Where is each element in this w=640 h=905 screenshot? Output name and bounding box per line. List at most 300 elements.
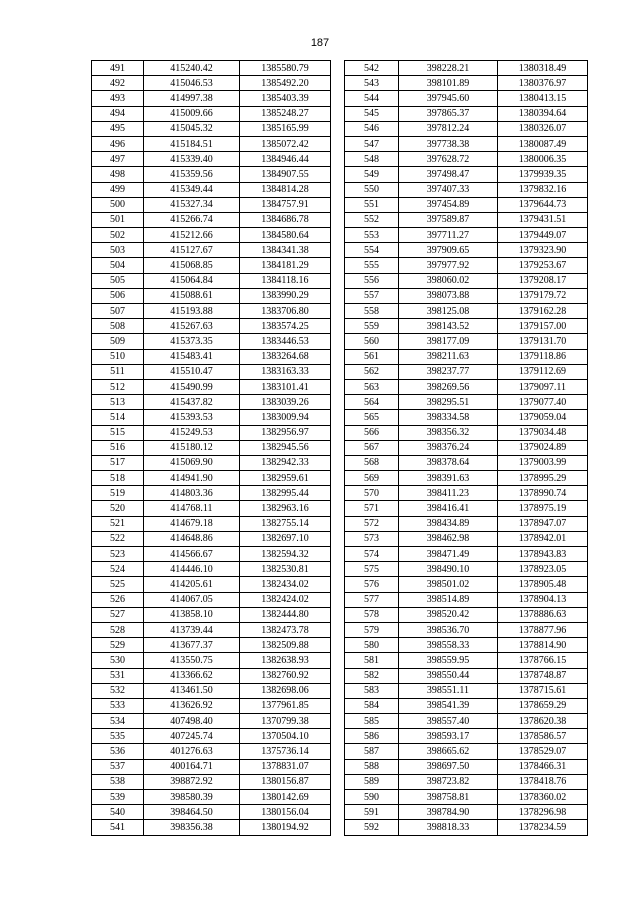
table-row — [92, 167, 331, 182]
point-number-cell: 591 — [345, 805, 399, 820]
y-coordinate-cell: 1378831.07 — [240, 759, 331, 774]
x-coordinate-cell: 400164.71 — [144, 759, 240, 774]
x-coordinate-cell: 415068.85 — [144, 258, 240, 273]
x-coordinate-cell: 397738.38 — [399, 136, 498, 151]
table-row — [92, 76, 331, 91]
y-coordinate-cell: 1378990.74 — [498, 486, 588, 501]
point-number-cell: 502 — [92, 228, 144, 243]
point-number-cell: 560 — [345, 334, 399, 349]
x-coordinate-cell: 415373.35 — [144, 334, 240, 349]
y-coordinate-cell: 1380087.49 — [498, 136, 588, 151]
point-number-cell: 535 — [92, 729, 144, 744]
x-coordinate-cell: 398697.50 — [399, 759, 498, 774]
table-row — [345, 622, 588, 637]
x-coordinate-cell: 401276.63 — [144, 744, 240, 759]
table-row — [92, 212, 331, 227]
table-row — [345, 683, 588, 698]
table-row — [92, 622, 331, 637]
table-row — [92, 319, 331, 334]
table-row — [345, 304, 588, 319]
table-row — [345, 197, 588, 212]
y-coordinate-cell: 1382434.02 — [240, 577, 331, 592]
table-row — [92, 304, 331, 319]
point-number-cell: 516 — [92, 440, 144, 455]
point-number-cell: 519 — [92, 486, 144, 501]
x-coordinate-cell: 398758.81 — [399, 790, 498, 805]
point-number-cell: 528 — [92, 622, 144, 637]
point-number-cell: 571 — [345, 501, 399, 516]
point-number-cell: 587 — [345, 744, 399, 759]
table-row — [92, 790, 331, 805]
x-coordinate-cell: 398378.64 — [399, 455, 498, 470]
y-coordinate-cell: 1379131.70 — [498, 334, 588, 349]
table-row — [345, 486, 588, 501]
x-coordinate-cell: 398723.82 — [399, 774, 498, 789]
x-coordinate-cell: 397711.27 — [399, 228, 498, 243]
table-row — [92, 547, 331, 562]
y-coordinate-cell: 1378620.38 — [498, 714, 588, 729]
table-row — [345, 562, 588, 577]
y-coordinate-cell: 1385165.99 — [240, 121, 331, 136]
y-coordinate-cell: 1379162.28 — [498, 304, 588, 319]
x-coordinate-cell: 413626.92 — [144, 698, 240, 713]
y-coordinate-cell: 1370504.10 — [240, 729, 331, 744]
x-coordinate-cell: 415069.90 — [144, 455, 240, 470]
table-row — [345, 182, 588, 197]
y-coordinate-cell: 1378234.59 — [498, 820, 588, 835]
y-coordinate-cell: 1380326.07 — [498, 121, 588, 136]
y-coordinate-cell: 1379157.00 — [498, 319, 588, 334]
x-coordinate-cell: 415240.42 — [144, 61, 240, 76]
point-number-cell: 568 — [345, 455, 399, 470]
point-number-cell: 540 — [92, 805, 144, 820]
x-coordinate-cell: 398593.17 — [399, 729, 498, 744]
point-number-cell: 563 — [345, 379, 399, 394]
table-row — [345, 653, 588, 668]
x-coordinate-cell: 415184.51 — [144, 136, 240, 151]
y-coordinate-cell: 1379059.04 — [498, 410, 588, 425]
table-row — [345, 228, 588, 243]
table-row — [345, 136, 588, 151]
x-coordinate-cell: 415490.99 — [144, 379, 240, 394]
table-row — [345, 501, 588, 516]
point-number-cell: 530 — [92, 653, 144, 668]
x-coordinate-cell: 415510.47 — [144, 364, 240, 379]
y-coordinate-cell: 1384946.44 — [240, 152, 331, 167]
point-number-cell: 549 — [345, 167, 399, 182]
table-row — [345, 547, 588, 562]
table-row — [345, 744, 588, 759]
point-number-cell: 507 — [92, 304, 144, 319]
point-number-cell: 533 — [92, 698, 144, 713]
y-coordinate-cell: 1379939.35 — [498, 167, 588, 182]
x-coordinate-cell: 413858.10 — [144, 607, 240, 622]
x-coordinate-cell: 398514.89 — [399, 592, 498, 607]
point-number-cell: 491 — [92, 61, 144, 76]
table-row — [345, 805, 588, 820]
point-number-cell: 537 — [92, 759, 144, 774]
x-coordinate-cell: 398541.39 — [399, 698, 498, 713]
x-coordinate-cell: 415088.61 — [144, 288, 240, 303]
table-row — [345, 668, 588, 683]
y-coordinate-cell: 1380376.97 — [498, 76, 588, 91]
x-coordinate-cell: 414648.86 — [144, 531, 240, 546]
point-number-cell: 553 — [345, 228, 399, 243]
point-number-cell: 551 — [345, 197, 399, 212]
x-coordinate-cell: 398228.21 — [399, 61, 498, 76]
point-number-cell: 539 — [92, 790, 144, 805]
y-coordinate-cell: 1379097.11 — [498, 379, 588, 394]
x-coordinate-cell: 398462.98 — [399, 531, 498, 546]
table-row — [92, 668, 331, 683]
point-number-cell: 503 — [92, 243, 144, 258]
y-coordinate-cell: 1375736.14 — [240, 744, 331, 759]
x-coordinate-cell: 414566.67 — [144, 547, 240, 562]
y-coordinate-cell: 1378296.98 — [498, 805, 588, 820]
y-coordinate-cell: 1378947.07 — [498, 516, 588, 531]
table-row — [345, 577, 588, 592]
point-number-cell: 561 — [345, 349, 399, 364]
y-coordinate-cell: 1370799.38 — [240, 714, 331, 729]
x-coordinate-cell: 415193.88 — [144, 304, 240, 319]
point-number-cell: 513 — [92, 395, 144, 410]
x-coordinate-cell: 398471.49 — [399, 547, 498, 562]
table-row — [92, 744, 331, 759]
table-body-right — [345, 61, 588, 836]
y-coordinate-cell: 1379449.07 — [498, 228, 588, 243]
x-coordinate-cell: 414679.18 — [144, 516, 240, 531]
table-row — [92, 516, 331, 531]
table-row — [92, 820, 331, 835]
table-row — [92, 395, 331, 410]
y-coordinate-cell: 1378766.15 — [498, 653, 588, 668]
table-row — [92, 774, 331, 789]
point-number-cell: 562 — [345, 364, 399, 379]
x-coordinate-cell: 398356.32 — [399, 425, 498, 440]
table-row — [345, 61, 588, 76]
table-row — [345, 379, 588, 394]
x-coordinate-cell: 415349.44 — [144, 182, 240, 197]
table-row — [92, 121, 331, 136]
x-coordinate-cell: 397628.72 — [399, 152, 498, 167]
x-coordinate-cell: 398464.50 — [144, 805, 240, 820]
point-number-cell: 532 — [92, 683, 144, 698]
table-row — [92, 61, 331, 76]
y-coordinate-cell: 1382424.02 — [240, 592, 331, 607]
point-number-cell: 567 — [345, 440, 399, 455]
y-coordinate-cell: 1379644.73 — [498, 197, 588, 212]
point-number-cell: 585 — [345, 714, 399, 729]
point-number-cell: 586 — [345, 729, 399, 744]
y-coordinate-cell: 1382594.32 — [240, 547, 331, 562]
x-coordinate-cell: 414067.05 — [144, 592, 240, 607]
y-coordinate-cell: 1382444.80 — [240, 607, 331, 622]
x-coordinate-cell: 398665.62 — [399, 744, 498, 759]
point-number-cell: 566 — [345, 425, 399, 440]
point-number-cell: 521 — [92, 516, 144, 531]
x-coordinate-cell: 415393.53 — [144, 410, 240, 425]
x-coordinate-cell: 415045.32 — [144, 121, 240, 136]
y-coordinate-cell: 1383706.80 — [240, 304, 331, 319]
x-coordinate-cell: 398143.52 — [399, 319, 498, 334]
table-row — [92, 759, 331, 774]
point-number-cell: 545 — [345, 106, 399, 121]
point-number-cell: 509 — [92, 334, 144, 349]
y-coordinate-cell: 1378466.31 — [498, 759, 588, 774]
x-coordinate-cell: 397589.87 — [399, 212, 498, 227]
table-row — [345, 774, 588, 789]
point-number-cell: 578 — [345, 607, 399, 622]
x-coordinate-cell: 398520.42 — [399, 607, 498, 622]
x-coordinate-cell: 398101.89 — [399, 76, 498, 91]
table-row — [92, 698, 331, 713]
y-coordinate-cell: 1384181.29 — [240, 258, 331, 273]
y-coordinate-cell: 1379208.17 — [498, 273, 588, 288]
point-number-cell: 572 — [345, 516, 399, 531]
x-coordinate-cell: 415437.82 — [144, 395, 240, 410]
table-row — [92, 455, 331, 470]
x-coordinate-cell: 397812.24 — [399, 121, 498, 136]
y-coordinate-cell: 1380006.35 — [498, 152, 588, 167]
y-coordinate-cell: 1384907.55 — [240, 167, 331, 182]
x-coordinate-cell: 397407.33 — [399, 182, 498, 197]
table-row — [345, 364, 588, 379]
y-coordinate-cell: 1383101.41 — [240, 379, 331, 394]
y-coordinate-cell: 1382509.88 — [240, 638, 331, 653]
y-coordinate-cell: 1379112.69 — [498, 364, 588, 379]
point-number-cell: 527 — [92, 607, 144, 622]
y-coordinate-cell: 1382473.78 — [240, 622, 331, 637]
y-coordinate-cell: 1382956.97 — [240, 425, 331, 440]
y-coordinate-cell: 1379323.90 — [498, 243, 588, 258]
point-number-cell: 518 — [92, 471, 144, 486]
table-row — [92, 471, 331, 486]
point-number-cell: 524 — [92, 562, 144, 577]
table-row — [92, 592, 331, 607]
y-coordinate-cell: 1382959.61 — [240, 471, 331, 486]
x-coordinate-cell: 415212.66 — [144, 228, 240, 243]
x-coordinate-cell: 397498.47 — [399, 167, 498, 182]
x-coordinate-cell: 415359.56 — [144, 167, 240, 182]
x-coordinate-cell: 397945.60 — [399, 91, 498, 106]
point-number-cell: 522 — [92, 531, 144, 546]
y-coordinate-cell: 1383446.53 — [240, 334, 331, 349]
x-coordinate-cell: 398501.02 — [399, 577, 498, 592]
y-coordinate-cell: 1384814.28 — [240, 182, 331, 197]
x-coordinate-cell: 398177.09 — [399, 334, 498, 349]
point-number-cell: 510 — [92, 349, 144, 364]
y-coordinate-cell: 1379253.67 — [498, 258, 588, 273]
point-number-cell: 577 — [345, 592, 399, 607]
y-coordinate-cell: 1380142.69 — [240, 790, 331, 805]
x-coordinate-cell: 398376.24 — [399, 440, 498, 455]
point-number-cell: 582 — [345, 668, 399, 683]
y-coordinate-cell: 1383039.26 — [240, 395, 331, 410]
y-coordinate-cell: 1383163.33 — [240, 364, 331, 379]
x-coordinate-cell: 398391.63 — [399, 471, 498, 486]
y-coordinate-cell: 1380156.87 — [240, 774, 331, 789]
point-number-cell: 574 — [345, 547, 399, 562]
point-number-cell: 526 — [92, 592, 144, 607]
x-coordinate-cell: 398060.02 — [399, 273, 498, 288]
table-row — [92, 714, 331, 729]
y-coordinate-cell: 1383990.29 — [240, 288, 331, 303]
table-row — [92, 91, 331, 106]
x-coordinate-cell: 398334.58 — [399, 410, 498, 425]
table-row — [345, 106, 588, 121]
x-coordinate-cell: 415267.63 — [144, 319, 240, 334]
table-row — [345, 759, 588, 774]
y-coordinate-cell: 1385248.27 — [240, 106, 331, 121]
table-row — [345, 471, 588, 486]
table-row — [345, 425, 588, 440]
point-number-cell: 505 — [92, 273, 144, 288]
point-number-cell: 552 — [345, 212, 399, 227]
point-number-cell: 508 — [92, 319, 144, 334]
table-row — [345, 592, 588, 607]
table-row — [92, 288, 331, 303]
table-row — [92, 531, 331, 546]
table-row — [345, 273, 588, 288]
point-number-cell: 556 — [345, 273, 399, 288]
x-coordinate-cell: 413677.37 — [144, 638, 240, 653]
point-number-cell: 520 — [92, 501, 144, 516]
y-coordinate-cell: 1378975.19 — [498, 501, 588, 516]
x-coordinate-cell: 398784.90 — [399, 805, 498, 820]
table-row — [345, 638, 588, 653]
table-row — [345, 607, 588, 622]
y-coordinate-cell: 1382755.14 — [240, 516, 331, 531]
table-row — [92, 577, 331, 592]
point-number-cell: 576 — [345, 577, 399, 592]
point-number-cell: 496 — [92, 136, 144, 151]
table-row — [92, 136, 331, 151]
table-row — [92, 425, 331, 440]
table-row — [345, 212, 588, 227]
point-number-cell: 499 — [92, 182, 144, 197]
x-coordinate-cell: 413550.75 — [144, 653, 240, 668]
y-coordinate-cell: 1382963.16 — [240, 501, 331, 516]
point-number-cell: 514 — [92, 410, 144, 425]
table-row — [345, 455, 588, 470]
x-coordinate-cell: 398536.70 — [399, 622, 498, 637]
table-row — [345, 516, 588, 531]
y-coordinate-cell: 1380156.04 — [240, 805, 331, 820]
y-coordinate-cell: 1383264.68 — [240, 349, 331, 364]
point-number-cell: 569 — [345, 471, 399, 486]
x-coordinate-cell: 398550.44 — [399, 668, 498, 683]
point-number-cell: 547 — [345, 136, 399, 151]
y-coordinate-cell: 1384580.64 — [240, 228, 331, 243]
y-coordinate-cell: 1379431.51 — [498, 212, 588, 227]
x-coordinate-cell: 413366.62 — [144, 668, 240, 683]
table-row — [345, 531, 588, 546]
point-number-cell: 565 — [345, 410, 399, 425]
point-number-cell: 580 — [345, 638, 399, 653]
y-coordinate-cell: 1379024.89 — [498, 440, 588, 455]
y-coordinate-cell: 1378942.01 — [498, 531, 588, 546]
y-coordinate-cell: 1378814.90 — [498, 638, 588, 653]
table-row — [345, 714, 588, 729]
x-coordinate-cell: 407498.40 — [144, 714, 240, 729]
table-row — [92, 501, 331, 516]
x-coordinate-cell: 415339.40 — [144, 152, 240, 167]
page-number: 187 — [310, 37, 330, 49]
point-number-cell: 590 — [345, 790, 399, 805]
y-coordinate-cell: 1378923.05 — [498, 562, 588, 577]
point-number-cell: 583 — [345, 683, 399, 698]
table-row — [345, 91, 588, 106]
point-number-cell: 495 — [92, 121, 144, 136]
x-coordinate-cell: 414803.36 — [144, 486, 240, 501]
y-coordinate-cell: 1378529.07 — [498, 744, 588, 759]
table-row — [345, 349, 588, 364]
table-row — [92, 364, 331, 379]
coordinates-table-left — [91, 60, 331, 836]
x-coordinate-cell: 414997.38 — [144, 91, 240, 106]
x-coordinate-cell: 414768.11 — [144, 501, 240, 516]
y-coordinate-cell: 1384341.38 — [240, 243, 331, 258]
x-coordinate-cell: 415327.34 — [144, 197, 240, 212]
table-row — [92, 440, 331, 455]
point-number-cell: 493 — [92, 91, 144, 106]
point-number-cell: 584 — [345, 698, 399, 713]
table-row — [345, 243, 588, 258]
y-coordinate-cell: 1378904.13 — [498, 592, 588, 607]
point-number-cell: 512 — [92, 379, 144, 394]
y-coordinate-cell: 1379118.86 — [498, 349, 588, 364]
point-number-cell: 494 — [92, 106, 144, 121]
point-number-cell: 581 — [345, 653, 399, 668]
x-coordinate-cell: 397909.65 — [399, 243, 498, 258]
table-row — [92, 653, 331, 668]
x-coordinate-cell: 415064.84 — [144, 273, 240, 288]
y-coordinate-cell: 1384686.78 — [240, 212, 331, 227]
y-coordinate-cell: 1378659.29 — [498, 698, 588, 713]
y-coordinate-cell: 1379003.99 — [498, 455, 588, 470]
x-coordinate-cell: 413739.44 — [144, 622, 240, 637]
point-number-cell: 544 — [345, 91, 399, 106]
coordinates-table-right — [344, 60, 588, 836]
x-coordinate-cell: 397865.37 — [399, 106, 498, 121]
y-coordinate-cell: 1384757.91 — [240, 197, 331, 212]
x-coordinate-cell: 415009.66 — [144, 106, 240, 121]
x-coordinate-cell: 398558.33 — [399, 638, 498, 653]
table-row — [345, 820, 588, 835]
y-coordinate-cell: 1380413.15 — [498, 91, 588, 106]
point-number-cell: 541 — [92, 820, 144, 835]
y-coordinate-cell: 1382530.81 — [240, 562, 331, 577]
table-row — [92, 152, 331, 167]
y-coordinate-cell: 1378877.96 — [498, 622, 588, 637]
point-number-cell: 573 — [345, 531, 399, 546]
point-number-cell: 555 — [345, 258, 399, 273]
x-coordinate-cell: 407245.74 — [144, 729, 240, 744]
table-row — [345, 167, 588, 182]
point-number-cell: 504 — [92, 258, 144, 273]
point-number-cell: 579 — [345, 622, 399, 637]
table-row — [92, 106, 331, 121]
x-coordinate-cell: 414446.10 — [144, 562, 240, 577]
x-coordinate-cell: 415483.41 — [144, 349, 240, 364]
table-row — [92, 273, 331, 288]
x-coordinate-cell: 398551.11 — [399, 683, 498, 698]
y-coordinate-cell: 1382942.33 — [240, 455, 331, 470]
x-coordinate-cell: 398269.56 — [399, 379, 498, 394]
y-coordinate-cell: 1382697.10 — [240, 531, 331, 546]
y-coordinate-cell: 1382638.93 — [240, 653, 331, 668]
table-row — [345, 152, 588, 167]
